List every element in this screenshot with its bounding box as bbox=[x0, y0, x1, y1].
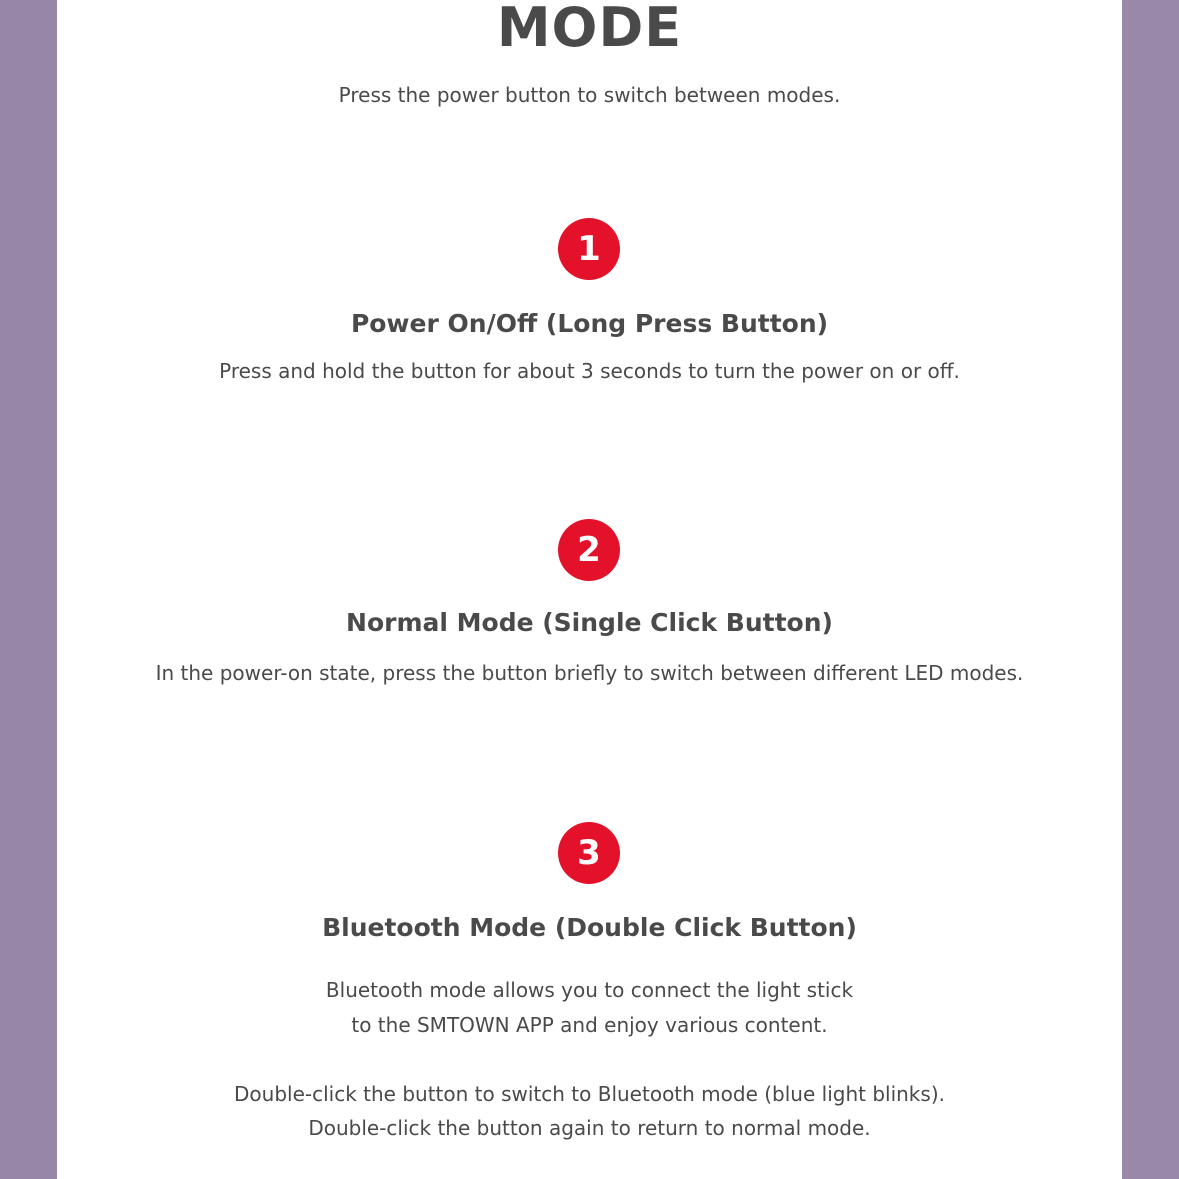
content-panel bbox=[57, 0, 1122, 1179]
mode-3-heading: Bluetooth Mode (Double Click Button) bbox=[322, 913, 857, 942]
mode-3-description-line-3: Double-click the button to switch to Bluetooth mode (blue light blinks). bbox=[234, 1082, 945, 1106]
left-background-strip bbox=[0, 0, 57, 1179]
mode-3-description-line-2: to the SMTOWN APP and enjoy various content. bbox=[351, 1013, 828, 1037]
mode-3-description-line-4: Double-click the button again to return to normal mode. bbox=[308, 1116, 871, 1140]
mode-1-heading: Power On/Off (Long Press Button) bbox=[350, 309, 829, 338]
page-subtitle: Press the power button to switch between modes. bbox=[338, 83, 841, 107]
mode-1-description: Press and hold the button for about 3 seconds to turn the power on or off. bbox=[219, 359, 960, 383]
mode-2-heading: Normal Mode (Single Click Button) bbox=[346, 608, 833, 637]
step-1-badge: 1 bbox=[558, 218, 620, 280]
step-2-badge: 2 bbox=[558, 519, 620, 581]
page-title: MODE bbox=[496, 0, 683, 59]
step-3-badge: 3 bbox=[558, 822, 620, 884]
mode-2-description: In the power-on state, press the button briefly to switch between different LED modes. bbox=[155, 661, 1024, 685]
mode-3-description-line-1: Bluetooth mode allows you to connect the light stick bbox=[325, 978, 854, 1002]
right-background-strip bbox=[1122, 0, 1179, 1179]
